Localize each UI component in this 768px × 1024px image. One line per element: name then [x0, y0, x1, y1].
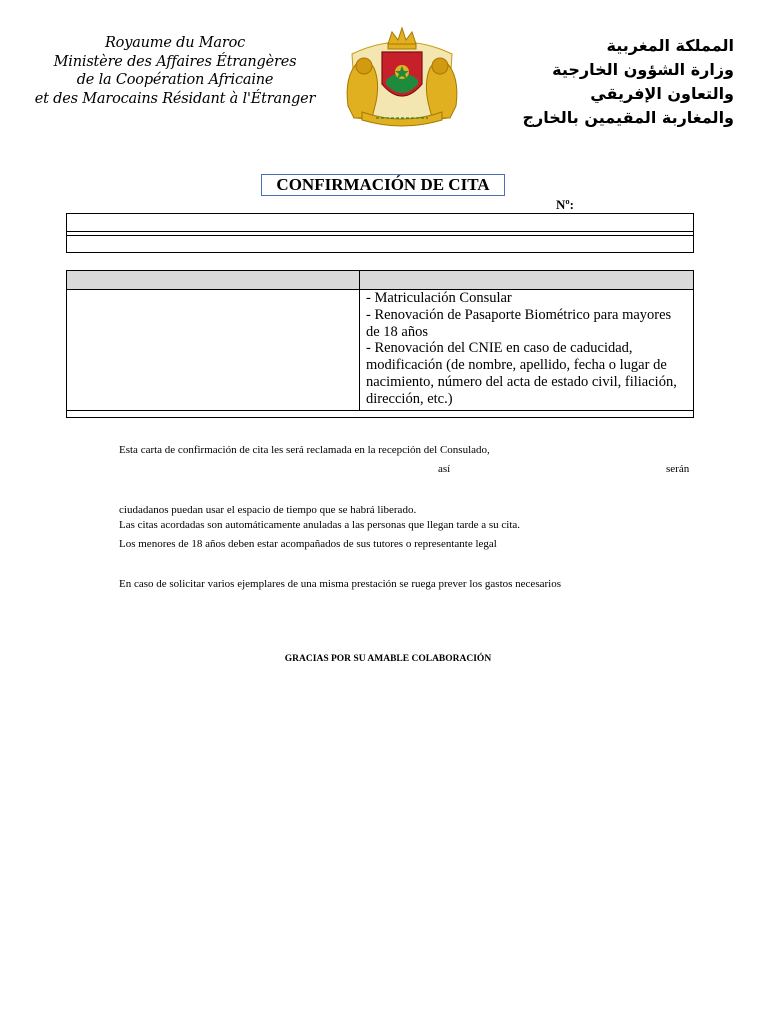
ministry-name-arabic	[508, 34, 734, 130]
header-fr-line-3: de la Coopération Africaine	[76, 72, 274, 88]
header-ar-line-3: والتعاون الإفريقي	[590, 84, 734, 103]
header-ar-line-1: المملكة المغربية	[606, 36, 734, 55]
services-list	[360, 290, 693, 410]
service-item-cnie-renewal: - Renovación del CNIE en caso de caducidad, modificación (de nombre, apellido, fecha o lugar de nacimiento, número del acta de estado civil, filiación, dirección, etc.)	[366, 340, 677, 407]
services-header-cell-left	[67, 271, 360, 289]
services-table	[66, 270, 694, 418]
morocco-coat-of-arms-icon	[338, 26, 466, 128]
paragraph-copies-fees: En caso de solicitar varios ejemplares de una misma prestación se ruega prever los gastos necesarios	[119, 578, 561, 590]
service-item-consular-registration: - Matriculación Consular	[366, 290, 512, 306]
ministry-name-french	[30, 34, 320, 108]
paragraph-citizens: ciudadanos puedan usar el espacio de tiempo que se habrá liberado.	[119, 504, 417, 516]
paragraph-fragment-asi: así	[438, 463, 451, 475]
services-table-header	[67, 271, 693, 290]
thanks-message: GRACIAS POR SU AMABLE COLABORACIÓN	[284, 654, 492, 664]
paragraph-minors: Los menores de 18 años deben estar acompañados de sus tutores o representante legal	[119, 538, 497, 550]
services-table-footer	[67, 410, 693, 417]
paragraph-reception: Esta carta de confirmación de cita les será reclamada en la recepción del Consulado,	[119, 444, 490, 456]
number-label: Nº:	[556, 197, 575, 212]
document-title: CONFIRMACIÓN DE CITA	[261, 174, 505, 196]
applicant-info-row-1	[66, 213, 694, 232]
paragraph-fragment-seran: serán	[666, 463, 690, 475]
header-ar-line-2: وزارة الشؤون الخارجية	[552, 60, 734, 79]
services-table-body	[67, 290, 693, 410]
header-fr-line-1: Royaume du Maroc	[104, 35, 246, 51]
header-ar-line-4: والمغاربة المقيمين بالخارج	[522, 108, 734, 127]
header-fr-line-4: et des Marocains Résidant à l'Étranger	[34, 90, 316, 107]
service-item-passport-renewal: - Renovación de Pasaporte Biométrico para mayores de 18 años	[366, 306, 672, 340]
header-fr-line-2: Ministère des Affaires Étrangères	[53, 53, 297, 70]
paragraph-late-cancellation: Las citas acordadas son automáticamente anuladas a las personas que llegan tarde a su cita.	[119, 519, 521, 531]
applicant-info-row-2	[66, 235, 694, 253]
services-cell-left	[67, 290, 360, 410]
